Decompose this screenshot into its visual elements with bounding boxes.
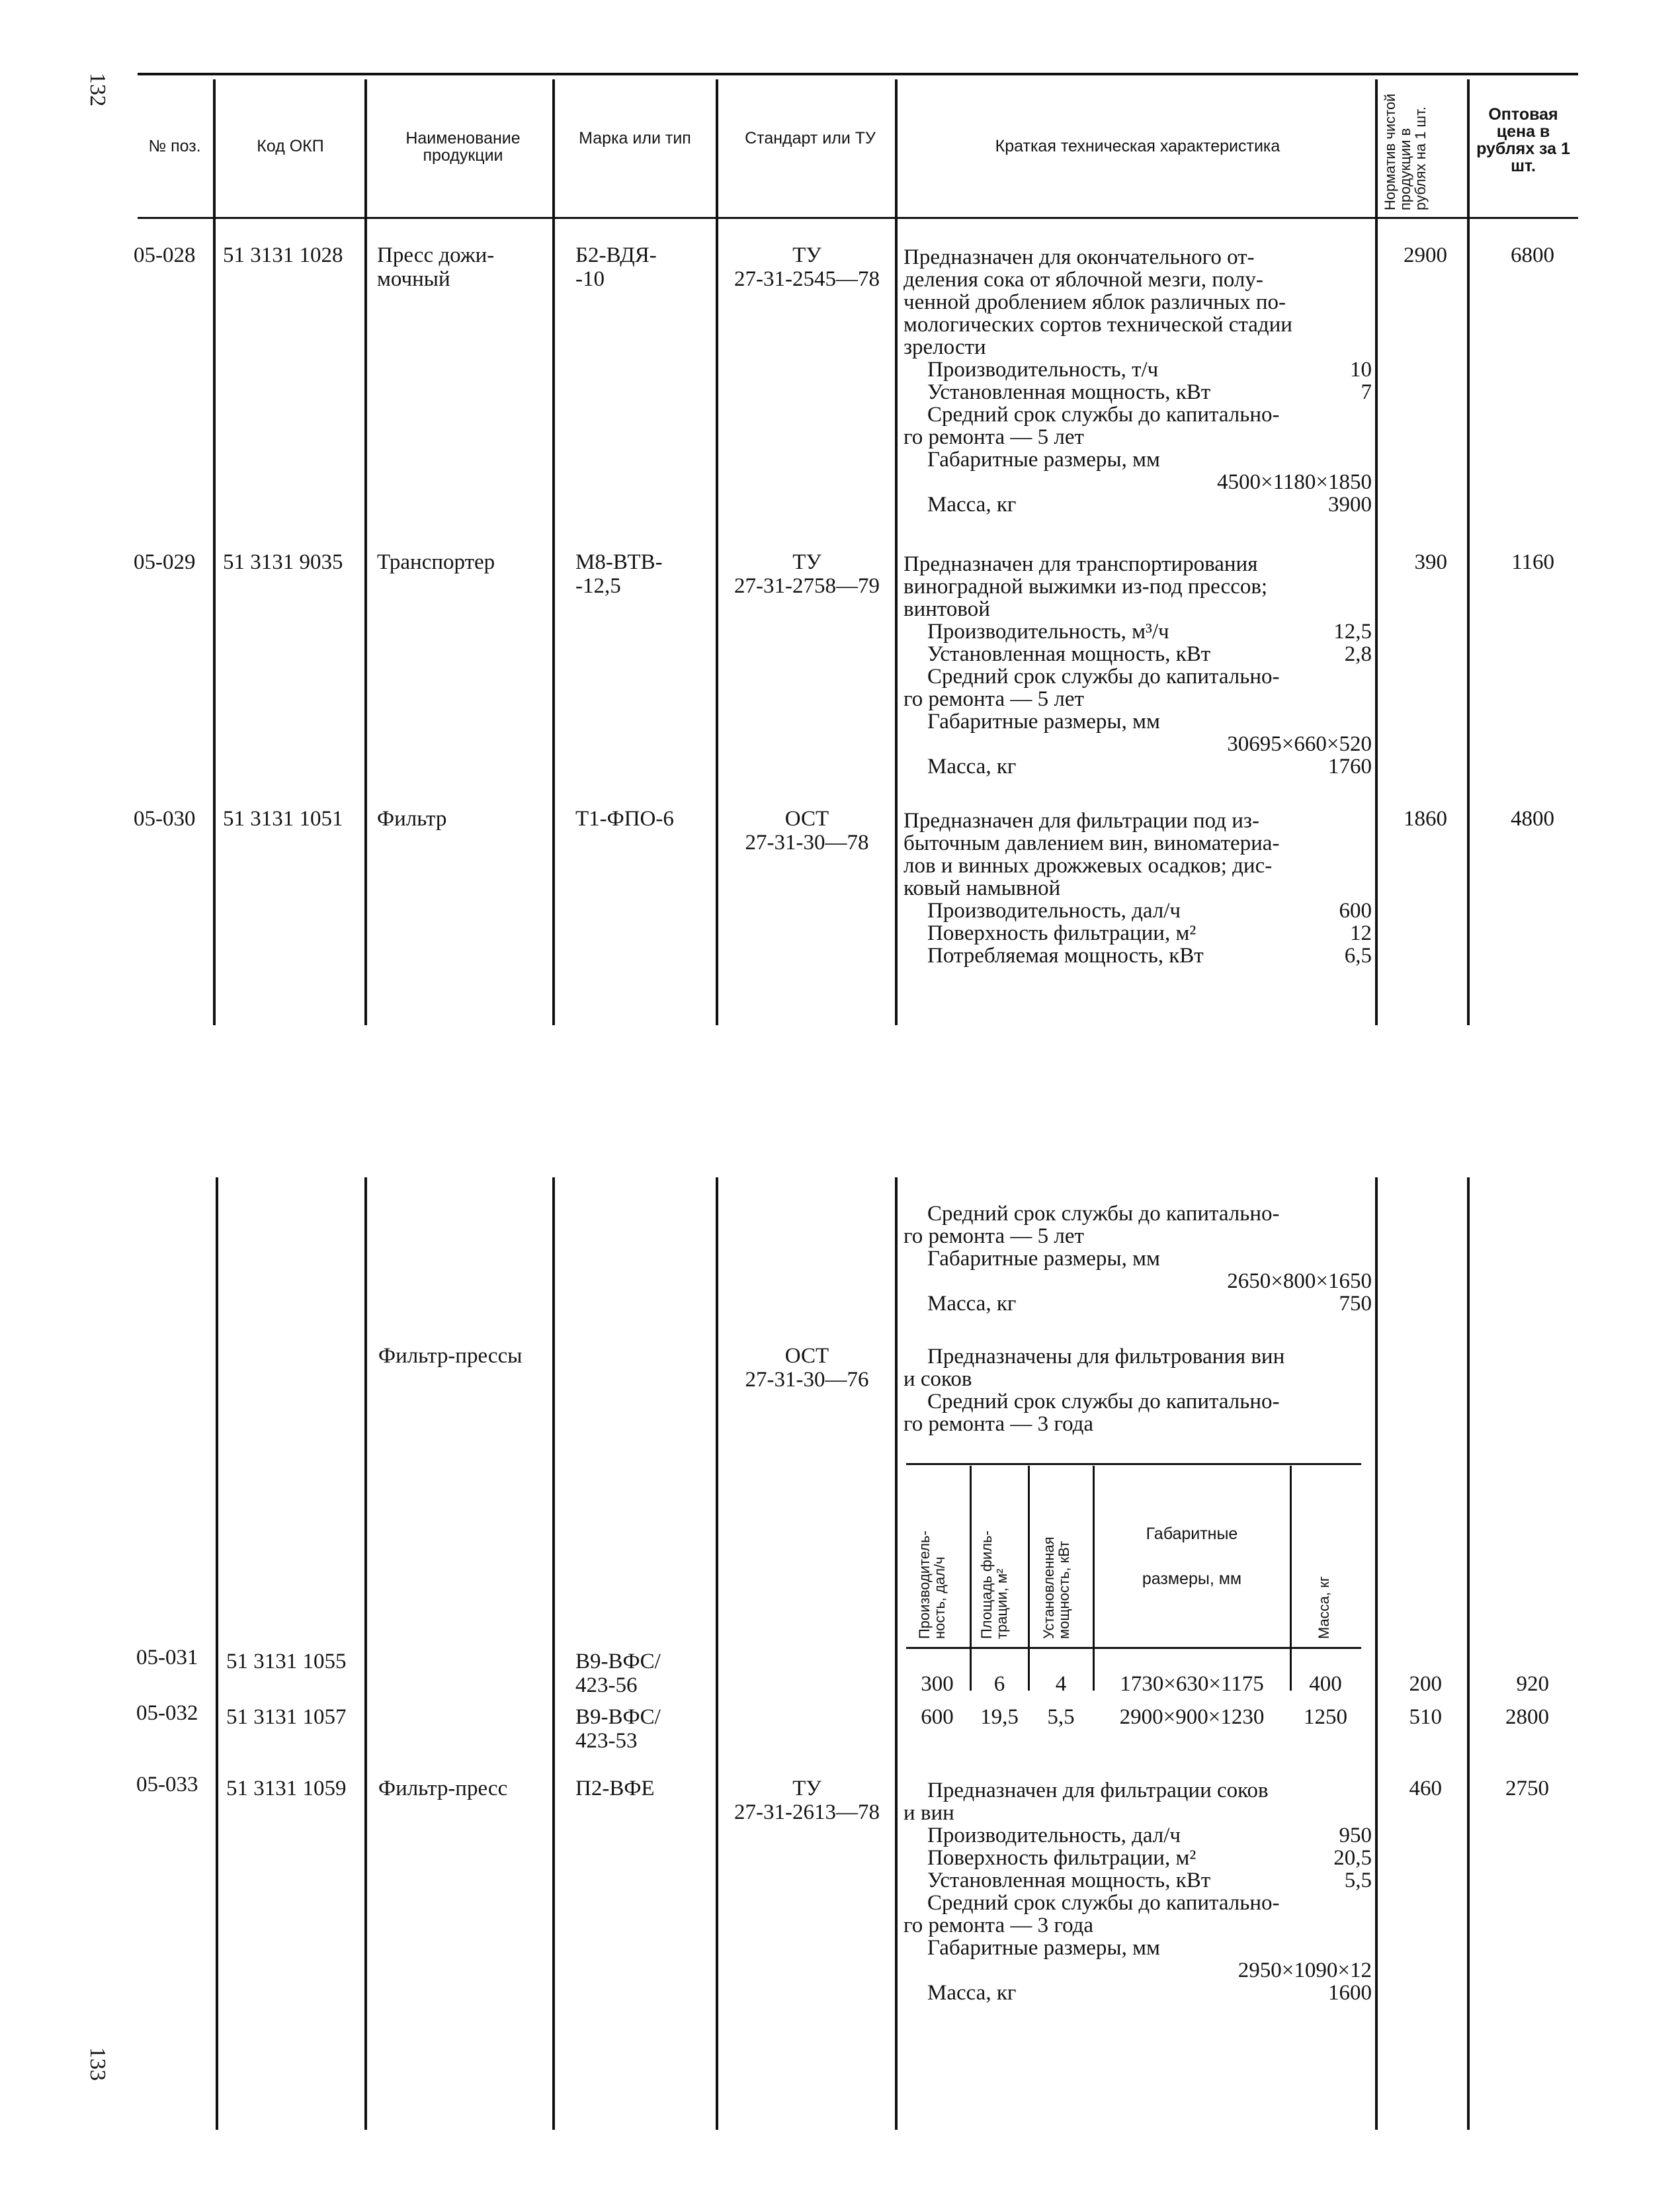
- spec-row: [903, 922, 1372, 945]
- subtable-header-dims-2: размеры, мм: [1142, 1570, 1242, 1588]
- row-028-mark-1: Б2-ВДЯ-: [575, 243, 657, 267]
- dims-label: Габаритные размеры, мм: [927, 448, 1160, 472]
- col-divider: [1375, 1177, 1378, 2130]
- mass-row: [903, 1982, 1372, 2004]
- header-bottom-rule: [138, 217, 1578, 219]
- header-characteristic: Краткая техническая характеристика: [995, 137, 1281, 155]
- life-line: го ремонта — 3 года: [903, 1412, 1094, 1436]
- subtable-header-line: Установленная: [1040, 1536, 1057, 1639]
- spec-row: [903, 358, 1372, 381]
- col-divider: [1467, 79, 1470, 1025]
- col-divider: [216, 1177, 218, 2130]
- subtable-header-area: [979, 1531, 1009, 1639]
- subtable-header-line: ность, дал/ч: [931, 1556, 948, 1639]
- row-031-area: 6: [993, 1672, 1005, 1696]
- spec-row: [903, 945, 1372, 967]
- row-030-std-1: ОСТ: [784, 807, 829, 831]
- row-033-mark: П2-ВФЕ: [575, 1777, 655, 1800]
- row-033-name: Фильтр-пресс: [378, 1777, 508, 1800]
- mass-label: Масса, кг: [927, 1292, 1017, 1316]
- header-okp: Код ОКП: [257, 137, 324, 155]
- spec-value: 2,8: [1344, 642, 1372, 666]
- mass-value: 750: [1339, 1292, 1372, 1316]
- spec-value: 6,5: [1344, 944, 1372, 968]
- spec-value: 20,5: [1333, 1846, 1372, 1870]
- group-std-1: ОСТ: [784, 1344, 829, 1368]
- col-divider: [213, 79, 216, 1025]
- mass-label: Масса, кг: [927, 1981, 1017, 2005]
- row-030-okp: 51 3131 1051: [223, 807, 343, 831]
- life-line: Средний срок службы до капитально-: [927, 1202, 1280, 1226]
- mass-value: 1600: [1328, 1981, 1372, 2005]
- spec-value: 600: [1339, 899, 1372, 923]
- col-divider: [364, 1177, 367, 2130]
- desc-line: Предназначен для транспортирования: [903, 552, 1258, 576]
- subtable-divider: [1093, 1466, 1095, 1691]
- row-028-std-2: 27-31-2545—78: [734, 267, 880, 291]
- mass-label: Масса, кг: [927, 493, 1017, 517]
- row-029-norm: 390: [1414, 550, 1447, 574]
- top-rule: [138, 73, 1578, 75]
- row-029-okp: 51 3131 9035: [223, 550, 343, 574]
- spec-value: 12: [1350, 921, 1372, 945]
- spec-row: [903, 1869, 1372, 1892]
- dims-value: 2650×800×1650: [1227, 1269, 1372, 1293]
- header-mark: Марка или тип: [579, 129, 691, 147]
- row-031-okp: 51 3131 1055: [226, 1650, 347, 1673]
- row-032-prod: 600: [921, 1705, 954, 1729]
- desc-line: мологических сортов технической стадии: [903, 313, 1292, 337]
- row-029-price: 1160: [1511, 550, 1554, 574]
- spec-label: Установленная мощность, кВт: [927, 642, 1211, 666]
- desc-line: зрелости: [903, 335, 986, 359]
- life-line: го ремонта — 5 лет: [903, 425, 1084, 449]
- subtable-divider: [1290, 1466, 1292, 1691]
- subtable-header-mass: Масса, кг: [1316, 1576, 1332, 1639]
- header-norm: Норматив чистой продукции в рублях на 1 шт.: [1382, 93, 1429, 210]
- desc-line: Предназначен для окончательного от-: [903, 245, 1255, 269]
- header-name: Наименование продукции: [405, 129, 521, 165]
- spec-label: Производительность, м³/ч: [927, 620, 1169, 644]
- row-033-norm: 460: [1409, 1777, 1442, 1800]
- subtable-divider: [970, 1466, 972, 1691]
- row-030-mark: Т1-ФПО-6: [575, 807, 674, 831]
- row-031-prod: 300: [921, 1672, 954, 1696]
- life-line: го ремонта — 3 года: [903, 1914, 1094, 1937]
- row-028-price: 6800: [1511, 243, 1554, 267]
- spec-label: Производительность, дал/ч: [927, 899, 1181, 923]
- subtable-header-line: Площадь филь-: [978, 1531, 995, 1639]
- spec-value: 7: [1361, 380, 1372, 404]
- continuation-description: [903, 1202, 1372, 1315]
- row-028-name-1: Пресс дожи-: [377, 243, 495, 267]
- desc-line: винтовой: [903, 597, 990, 621]
- header-price: Оптовая цена в рублях за 1 шт.: [1476, 105, 1570, 175]
- row-030-std-2: 27-31-30—78: [745, 831, 869, 855]
- row-031-pos: 05-031: [136, 1646, 198, 1669]
- row-031-power: 4: [1055, 1672, 1067, 1696]
- subtable-header-power: [1041, 1536, 1071, 1639]
- row-030-description: [903, 810, 1372, 967]
- row-030-price: 4800: [1511, 807, 1554, 831]
- subtable-header-dims-1: Габаритные: [1146, 1525, 1238, 1543]
- row-032-power: 5,5: [1047, 1705, 1075, 1729]
- row-033-okp: 51 3131 1059: [226, 1777, 347, 1800]
- row-028-std-1: ТУ: [792, 243, 821, 267]
- col-divider: [552, 79, 555, 1025]
- mass-row: [903, 1292, 1372, 1315]
- row-029-std-1: ТУ: [792, 550, 821, 574]
- mass-row: [903, 755, 1372, 778]
- desc-line: и вин: [903, 1801, 954, 1825]
- subtable-top-rule: [906, 1463, 1361, 1465]
- subtable-header-rule: [906, 1647, 1361, 1649]
- dims-label: Габаритные размеры, мм: [927, 1936, 1160, 1960]
- row-031-mass: 400: [1309, 1672, 1342, 1696]
- row-031-dims: 1730×630×1175: [1120, 1672, 1264, 1696]
- dims-label: Габаритные размеры, мм: [927, 1247, 1160, 1271]
- col-divider: [716, 79, 718, 1025]
- row-028-okp: 51 3131 1028: [223, 243, 343, 267]
- group-std-2: 27-31-30—76: [745, 1368, 869, 1392]
- life-line: Средний срок службы до капитально-: [927, 1891, 1280, 1915]
- header-standard: Стандарт или ТУ: [745, 129, 876, 147]
- page-number-bottom: 133: [85, 2047, 110, 2081]
- spec-label: Установленная мощность, кВт: [927, 380, 1211, 404]
- mass-value: 3900: [1328, 493, 1372, 517]
- row-031-mark-2: 423-56: [575, 1673, 638, 1697]
- spec-row: [903, 381, 1372, 403]
- row-032-okp: 51 3131 1057: [226, 1705, 347, 1729]
- spec-row: [903, 620, 1372, 643]
- row-033-pos: 05-033: [136, 1773, 198, 1796]
- desc-line: Предназначен для фильтрации под из-: [903, 809, 1259, 833]
- row-032-area: 19,5: [980, 1705, 1019, 1729]
- spec-value: 12,5: [1333, 620, 1372, 644]
- group-name: Фильтр-прессы: [378, 1344, 523, 1368]
- spec-row: [903, 1847, 1372, 1869]
- row-033-description: [903, 1779, 1372, 2004]
- subtable-header-line: мощность, кВт: [1056, 1540, 1072, 1639]
- row-030-pos: 05-030: [134, 807, 196, 831]
- desc-line: быточным давлением вин, виноматериа-: [903, 831, 1280, 855]
- desc-line: ченной дроблением яблок различных по-: [903, 290, 1286, 314]
- header-pos: № поз.: [148, 137, 201, 155]
- life-line: Средний срок службы до капитально-: [927, 403, 1280, 427]
- row-032-mark-1: В9-ВФС/: [575, 1705, 661, 1729]
- mass-label: Масса, кг: [927, 755, 1017, 778]
- row-029-mark-1: М8-ВТВ-: [575, 550, 663, 574]
- dims-value: 4500×1180×1850: [1217, 470, 1372, 494]
- row-032-mark-2: 423-53: [575, 1729, 638, 1753]
- row-032-norm: 510: [1409, 1705, 1442, 1729]
- row-028-pos: 05-028: [134, 243, 196, 267]
- life-line: Средний срок службы до капитально-: [927, 1390, 1280, 1413]
- row-029-name: Транспортер: [377, 550, 495, 574]
- row-028-mark-2: -10: [575, 267, 605, 291]
- subtable-header-line: трации, м²: [993, 1568, 1010, 1639]
- row-032-pos: 05-032: [136, 1701, 198, 1725]
- subtable-header-prod: [917, 1531, 947, 1639]
- row-031-norm: 200: [1409, 1672, 1442, 1696]
- mass-value: 1760: [1328, 755, 1372, 778]
- desc-line: и соков: [903, 1367, 972, 1391]
- spec-label: Производительность, дал/ч: [927, 1824, 1181, 1847]
- life-line: го ремонта — 5 лет: [903, 687, 1084, 711]
- row-031-price: 920: [1516, 1672, 1549, 1696]
- group-description: [903, 1345, 1372, 1435]
- mass-row: [903, 493, 1372, 516]
- row-029-description: [903, 553, 1372, 778]
- desc-line: ковый намывной: [903, 876, 1061, 900]
- desc-line: деления сока от яблочной мезги, полу-: [903, 268, 1263, 292]
- row-029-std-2: 27-31-2758—79: [734, 574, 880, 598]
- row-030-norm: 1860: [1404, 807, 1447, 831]
- spec-row: [903, 643, 1372, 665]
- col-divider: [895, 1177, 898, 2130]
- row-029-mark-2: -12,5: [575, 574, 621, 598]
- row-029-pos: 05-029: [134, 550, 196, 574]
- page-number-top: 132: [85, 73, 110, 106]
- row-033-std-1: ТУ: [792, 1777, 821, 1800]
- spec-label: Потребляемая мощность, кВт: [927, 944, 1204, 968]
- col-divider: [552, 1177, 555, 2130]
- row-028-name-2: мочный: [377, 267, 450, 291]
- row-028-description: [903, 246, 1372, 516]
- col-divider: [1467, 1177, 1470, 2130]
- col-divider: [895, 79, 898, 1025]
- col-divider: [716, 1177, 718, 2130]
- row-031-mark-1: В9-ВФС/: [575, 1650, 661, 1673]
- desc-line: Предназначен для фильтрации соков: [927, 1779, 1269, 1802]
- spec-row: [903, 1824, 1372, 1847]
- spec-label: Установленная мощность, кВт: [927, 1869, 1211, 1892]
- spec-value: 5,5: [1344, 1869, 1372, 1892]
- spec-label: Поверхность фильтрации, м²: [927, 1846, 1197, 1870]
- spec-value: 950: [1339, 1824, 1372, 1847]
- spec-row: [903, 900, 1372, 922]
- row-032-dims: 2900×900×1230: [1119, 1705, 1265, 1729]
- dims-value: 2950×1090×12: [1238, 1958, 1372, 1982]
- life-line: го ремонта — 5 лет: [903, 1224, 1084, 1248]
- desc-line: лов и винных дрожжевых осадков; дис-: [903, 854, 1273, 878]
- row-033-std-2: 27-31-2613—78: [734, 1800, 880, 1824]
- desc-line: виноградной выжимки из-под прессов;: [903, 575, 1268, 599]
- spec-value: 10: [1350, 358, 1372, 382]
- dims-value: 30695×660×520: [1227, 732, 1372, 756]
- spec-label: Поверхность фильтрации, м²: [927, 921, 1197, 945]
- life-line: Средний срок службы до капитально-: [927, 665, 1280, 689]
- subtable-header-line: Производитель-: [916, 1531, 933, 1639]
- spec-label: Производительность, т/ч: [927, 358, 1159, 382]
- dims-label: Габаритные размеры, мм: [927, 710, 1160, 734]
- row-032-mass: 1250: [1304, 1705, 1347, 1729]
- row-028-norm: 2900: [1404, 243, 1447, 267]
- subtable-divider: [1028, 1466, 1030, 1691]
- col-divider: [1375, 79, 1378, 1025]
- col-divider: [364, 79, 367, 1025]
- desc-line: Предназначены для фильтрования вин: [927, 1345, 1285, 1368]
- row-032-price: 2800: [1505, 1705, 1549, 1729]
- row-030-name: Фильтр: [377, 807, 447, 831]
- row-033-price: 2750: [1505, 1777, 1549, 1800]
